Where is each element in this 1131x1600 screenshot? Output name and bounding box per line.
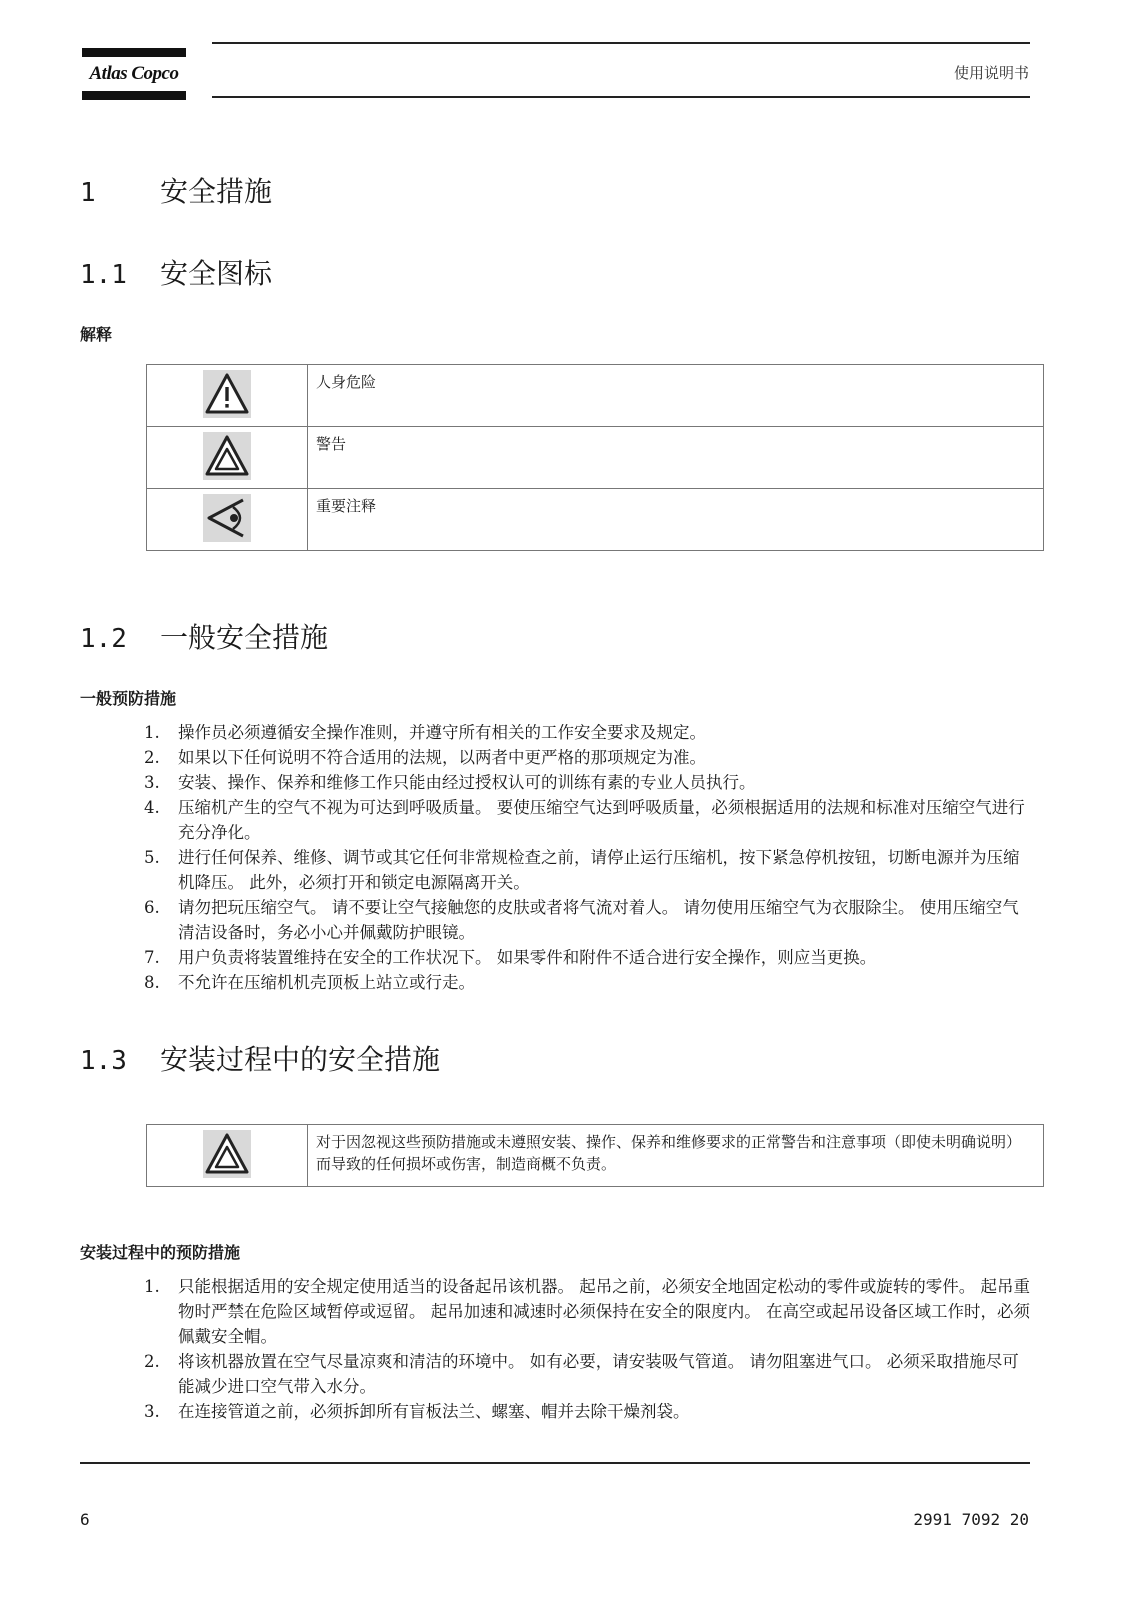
install-notice-table [146, 1124, 1044, 1187]
list-item: 2. 如果以下任何说明不符合适用的法规，以两者中更严格的那项规定为准。 [144, 748, 706, 767]
table-row [147, 365, 1044, 427]
symbol-cell [147, 365, 308, 427]
symbol-cell [147, 427, 308, 489]
section-number: 1.1 [80, 260, 127, 290]
section-title: 安全图标 [160, 257, 273, 290]
list-item: 4. 压缩机产生的空气不视为可达到呼吸质量。 要使压缩空气达到呼吸质量，必须根据适用的法规和标准对压缩空气进行充分净化。 [144, 798, 1025, 842]
list-item: 2. 将该机器放置在空气尽量凉爽和清洁的环境中。 如有必要，请安装吸气管道。 请勿阻塞进气口。 必须采取措施尽可能减少进口空气带入水分。 [144, 1352, 1019, 1396]
page-number: 6 [80, 1510, 90, 1529]
atlas-copco-logo [82, 48, 186, 100]
section-number: 1.2 [80, 624, 127, 654]
list-item: 1. 只能根据适用的安全规定使用适当的设备起吊该机器。 起吊之前，必须安全地固定松动的零件或旋转的零件。 起吊重物时严禁在危险区域暂停或逗留。 起吊加速和减速时必须保持在安全的限度内。 在高空或起吊设备区域工作时，必须佩戴安全帽。 [144, 1277, 1030, 1346]
symbol-meaning: 警告 [308, 427, 1044, 489]
safety-symbols-table [146, 364, 1044, 551]
symbol-cell [147, 1125, 308, 1187]
table-row [147, 1125, 1044, 1187]
symbol-cell [147, 489, 308, 551]
list-item: 6. 请勿把玩压缩空气。 请不要让空气接触您的皮肤或者将气流对着人。 请勿使用压缩空气为衣服除尘。 使用压缩空气清洁设备时，务必小心并佩戴防护眼镜。 [144, 898, 1019, 942]
important-note-eye-icon [203, 494, 251, 542]
danger-exclamation-triangle-icon [203, 370, 251, 418]
list-item: 7. 用户负责将装置维持在安全的工作状况下。 如果零件和附件不适合进行安全操作，则应当更换。 [144, 948, 877, 967]
symbols-subhead: 解释 [80, 325, 113, 344]
section-title: 一般安全措施 [160, 621, 329, 654]
general-precautions-subhead: 一般预防措施 [80, 689, 177, 708]
section-title: 安全措施 [160, 175, 273, 208]
symbol-meaning: 人身危险 [308, 365, 1044, 427]
header-top-rule [212, 42, 1030, 44]
section-1-1-heading [80, 252, 272, 292]
logo-text: Atlas Copco [89, 63, 179, 84]
symbol-meaning: 重要注释 [308, 489, 1044, 551]
warning-double-triangle-icon [203, 432, 251, 480]
list-item: 3. 安装、操作、保养和维修工作只能由经过授权认可的训练有素的专业人员执行。 [144, 773, 756, 792]
install-precautions-list [144, 1274, 1034, 1424]
section-1-heading [80, 170, 272, 210]
general-precautions-list [144, 720, 1034, 995]
section-1-2-heading [80, 616, 328, 656]
list-item: 1. 操作员必须遵循安全操作准则，并遵守所有相关的工作安全要求及规定。 [144, 723, 706, 742]
header-title: 使用说明书 [953, 64, 1029, 82]
table-row [147, 427, 1044, 489]
section-number: 1.3 [80, 1046, 127, 1076]
section-title: 安装过程中的安全措施 [160, 1043, 441, 1076]
footer-rule [80, 1462, 1030, 1464]
document-number: 2991 7092 20 [913, 1510, 1029, 1529]
section-number: 1 [80, 178, 96, 208]
table-row [147, 489, 1044, 551]
list-item: 5. 进行任何保养、维修、调节或其它任何非常规检查之前，请停止运行压缩机，按下紧急停机按钮，切断电源并为压缩机降压。 此外，必须打开和锁定电源隔离开关。 [144, 848, 1020, 892]
section-1-3-heading [80, 1038, 440, 1078]
list-item: 3. 在连接管道之前，必须拆卸所有盲板法兰、螺塞、帽并去除干燥剂袋。 [144, 1402, 690, 1421]
install-precautions-subhead: 安装过程中的预防措施 [80, 1243, 241, 1262]
warning-double-triangle-icon [203, 1130, 251, 1178]
list-item: 8. 不允许在压缩机机壳顶板上站立或行走。 [144, 973, 475, 992]
header-bottom-rule [212, 96, 1030, 98]
install-notice-text: 对于因忽视这些预防措施或未遵照安装、操作、保养和维修要求的正常警告和注意事项（即使未明确说明）而导致的任何损坏或伤害，制造商概不负责。 [308, 1125, 1044, 1187]
